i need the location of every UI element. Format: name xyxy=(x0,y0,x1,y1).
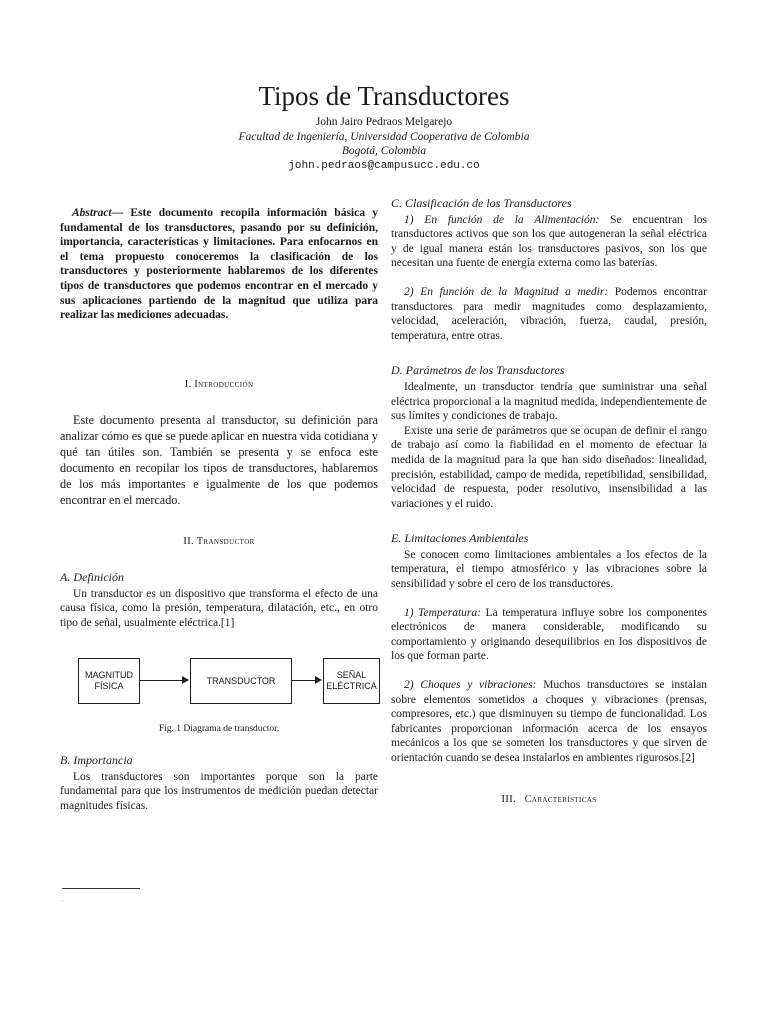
section-heading-introduccion xyxy=(60,377,378,393)
footnote-rule xyxy=(62,888,140,889)
diagram-arrow-line xyxy=(139,680,182,681)
diagram-box-label: MAGNITUD FÍSICA xyxy=(85,670,133,692)
item-label: 1) Temperatura: xyxy=(404,606,481,619)
clasificacion-item-alimentacion xyxy=(391,213,707,271)
diagram-box-label: TRANSDUCTOR xyxy=(206,675,276,686)
diagram-arrow-line xyxy=(291,680,315,681)
paper-title: Tipos de Transductores xyxy=(258,81,510,111)
abstract-dash: — xyxy=(111,207,124,219)
limitaciones-paragraph: Se conocen como limitaciones ambientales a los efectos de la temperatura, el tiempo atmosférico y las vibraciones sobre la sensibilidad y sobre el cero de los transductores. xyxy=(391,548,707,591)
figure-caption: Fig. 1 Diagrama de transductor. xyxy=(158,724,280,735)
parametros-paragraph-1: Idealmente, un transductor tendría que suministrar una señal eléctrica proporcional a la magnitud medida, independientemente de sus límites y condiciones de trabajo. xyxy=(391,380,707,423)
subsection-parametros: D. Parámetros de los Transductores xyxy=(391,363,565,378)
diagram-box-label: SEÑAL ELÉCTRICA xyxy=(326,670,377,692)
diagram-box-magnitud xyxy=(78,658,140,704)
subsection-definicion: A. Definición xyxy=(60,569,124,584)
clasificacion-item-magnitud xyxy=(391,285,707,343)
footnote-marker: . xyxy=(62,895,64,903)
abstract xyxy=(60,206,378,323)
section-number: I. xyxy=(184,377,195,390)
diagram-box-senal xyxy=(323,658,380,704)
section-title: Características xyxy=(524,793,597,805)
item-body: Podemos encontrar transductores para medir magnitudes como desplazamiento, velocidad, aceleración, vibración, fuerza, caudal, presión, temperatura, entre otras. xyxy=(391,285,707,342)
transducer-diagram xyxy=(60,658,378,706)
section-number: III. xyxy=(501,792,516,805)
section-number: II. xyxy=(183,535,197,548)
item-body: Se encuentran los transductores activos que son los que autogeneran la señal eléctrica y de igual manera están los transductores pasivos, son los que necesitan una fuente de energía externa como las baterías. xyxy=(391,213,707,270)
subsection-clasificacion: C. Clasificación de los Transductores xyxy=(391,196,572,210)
arrow-right-icon xyxy=(315,676,322,684)
item-body: La temperatura influye sobre los componentes electrónicos de manera considerable, modificando su comportamiento y originando desequilibrios en los dispositivos de los que forman parte. xyxy=(391,606,707,663)
intro-paragraph: Este documento presenta al transductor, su definición para analizar cómo es que se puede aplicar en nuestra vida cotidiana y qué tan útiles son. También se presenta y se enfoca este documento en recopilar los tipos de transductores, hablaremos de los más importantes e igualmente de los que podemos encontrar en el mercado. xyxy=(60,413,378,508)
arrow-right-icon xyxy=(182,676,189,684)
item-label: 1) En función de la Alimentación: xyxy=(404,213,600,226)
importancia-paragraph: Los transductores son importantes porque son la parte fundamental para que los instrumentos de medición puedan detectar magnitudes físicas. xyxy=(60,770,378,812)
section-title: Introducción xyxy=(194,378,254,390)
author-email[interactable]: john.pedraos@campusucc.edu.co xyxy=(288,159,480,172)
abstract-label: Abstract xyxy=(72,207,112,219)
item-body: Muchos transductores se instalan sobre elementos sometidos a choques y vibraciones (prensas, compresores, etc.) que disminuyen su tiempo de funcionalidad. Los fabricantes proporcionan información acerca de los ensayos mecánicos a los que se someten los transductores y que sirven de orientación cuando se desea instalarlos en ambientes rigurosos.[2] xyxy=(391,679,707,764)
right-column xyxy=(391,196,707,807)
author-affiliation: Facultad de Ingeniería, Universidad Cooperativa de Colombia xyxy=(238,130,530,143)
section-heading-transductor xyxy=(60,534,378,550)
section-title: Transductor xyxy=(196,536,255,548)
limitaciones-item-vibraciones xyxy=(391,678,707,766)
diagram-box-transductor xyxy=(190,658,292,704)
abstract-text: Este documento recopila información básica y fundamental de los transductores, pasando por su definición, importancia, características y limitaciones. Para enfocarnos en el tema propuesto conoceremos la clasificación de los transductores y posteriormente hablaremos de los diferentes tipos de transductores que podemos encontrar en el mercado y sus aplicaciones partiendo de la magnitud que utiliza para realizar las mediciones adecuadas. xyxy=(60,207,378,322)
subsection-importancia: B. Importancia xyxy=(60,752,133,767)
author-name: John Jairo Pedraos Melgarejo xyxy=(315,116,453,128)
author-location: Bogotá, Colombia xyxy=(341,145,427,157)
item-label: 2) Choques y vibraciones: xyxy=(404,679,537,692)
paper-header xyxy=(0,80,768,173)
item-label: 2) En función de la Magnitud a medir: xyxy=(404,285,609,298)
left-column xyxy=(60,206,378,813)
subsection-limitaciones: E. Limitaciones Ambientales xyxy=(391,531,529,546)
parametros-paragraph-2: Existe una serie de parámetros que se ocupan de definir el rango de trabajo así como la fiabilidad en el momento de efectuar la medida de la magnitud para la que han sido diseñados: linealidad, precisión, estabilidad, campo de medida, repetibilidad, sensibilidad, velocidad de respuesta, poder resolutivo, insensibilidad a las variaciones y el ruido. xyxy=(391,424,707,510)
section-heading-caracteristicas xyxy=(391,792,707,808)
definicion-paragraph: Un transductor es un dispositivo que transforma el efecto de una causa física, como la presión, temperatura, dilatación, etc., en otro tipo de señal, usualmente eléctrica.[1] xyxy=(60,587,378,629)
limitaciones-item-temperatura xyxy=(391,606,707,664)
